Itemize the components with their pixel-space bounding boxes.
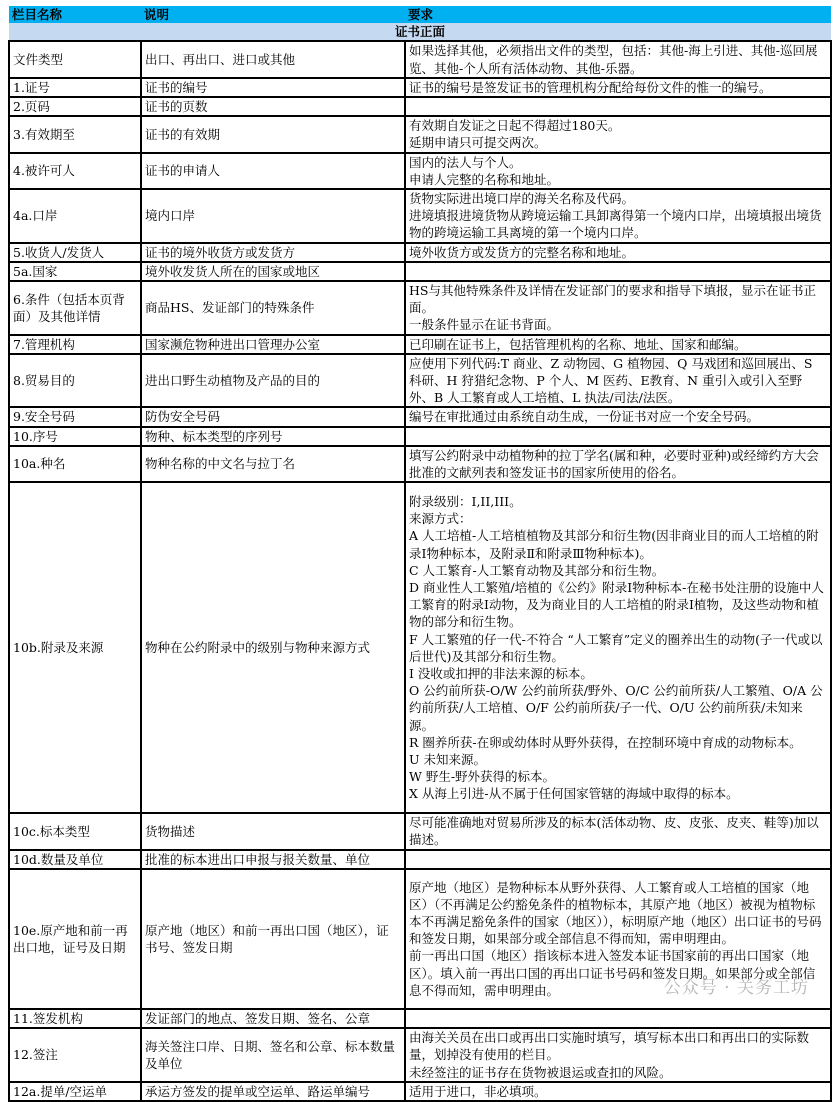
table-row [9,354,831,408]
table-row [9,427,831,446]
field-name-cell: 10c.标本类型 [9,813,141,849]
requirement-cell [405,850,831,869]
cites-certificate-field-table [8,6,832,1102]
requirement-cell: 尽可能准确地对贸易所涉及的标本(活体动物、皮、皮张、皮夹、鞋等)加以描述。 [405,813,831,849]
field-name-cell: 7.管理机构 [9,335,141,354]
table-row [9,116,831,152]
description-cell: 物种在公约附录中的级别与物种来源方式 [141,482,405,813]
field-name-cell: 12.签注 [9,1028,141,1082]
table-row [9,78,831,97]
requirement-cell [405,262,831,281]
description-cell: 证书的申请人 [141,153,405,189]
table-row [9,281,831,335]
description-cell: 境内口岸 [141,189,405,243]
requirement-cell: 由海关关员在出口或再出口实施时填写，填写标本出口和再出口的实际数量，划掉没有使用的栏目。 未经签注的证书存在货物被退运或查扣的风险。 [405,1028,831,1082]
field-name-cell: 8.贸易目的 [9,354,141,408]
field-name-cell: 10d.数量及单位 [9,850,141,869]
field-name-cell: 文件类型 [9,41,141,77]
description-cell: 证书的境外收货方或发货方 [141,243,405,262]
description-cell: 商品HS、发证部门的特殊条件 [141,281,405,335]
requirement-cell: 应使用下列代码:T 商业、Z 动物园、G 植物园、Q 马戏团和巡回展出、S 科研、H 狩猎纪念物、P 个人、M 医药、E教育、N 重引入或引入至野外、B 人工繁育或人工培植、L 执法/司法/法医。 [405,354,831,408]
description-cell: 证书的页数 [141,97,405,116]
requirement-cell: 货物实际进出境口岸的海关名称及代码。 进境填报进境货物从跨境运输工具卸离得第一个境内口岸，出境填报出境货物的跨境运输工具离境的第一个境内口岸。 [405,189,831,243]
field-name-cell: 5a.国家 [9,262,141,281]
section-row [9,23,831,41]
description-cell: 承运方签发的提单或空运单、路运单编号 [141,1082,405,1101]
requirement-cell: 证书的编号是签发证书的管理机构分配给每份文件的惟一的编号。 [405,78,831,97]
field-name-cell: 6.条件（包括本页背面）及其他详情 [9,281,141,335]
table-row [9,153,831,189]
requirement-cell: 已印刷在证书上，包括管理机构的名称、地址、国家和邮编。 [405,335,831,354]
table-row [9,243,831,262]
section-title: 证书正面 [9,23,831,41]
description-cell: 进出口野生动植物及产品的目的 [141,354,405,408]
requirement-cell: 编号在审批通过由系统自动生成，一份证书对应一个安全号码。 [405,407,831,426]
description-cell: 物种名称的中文名与拉丁名 [141,446,405,482]
description-cell: 证书的编号 [141,78,405,97]
description-cell: 出口、再出口、进口或其他 [141,41,405,77]
field-name-cell: 10b.附录及来源 [9,482,141,813]
field-name-cell: 3.有效期至 [9,116,141,152]
description-cell: 批准的标本进出口申报与报关数量、单位 [141,850,405,869]
header-description: 说明 [141,6,405,23]
requirement-cell: 境外收货方或发货方的完整名称和地址。 [405,243,831,262]
description-cell: 境外收发货人所在的国家或地区 [141,262,405,281]
field-name-cell: 1.证号 [9,78,141,97]
table-row [9,262,831,281]
table-row [9,41,831,77]
header-requirement: 要求 [405,6,831,23]
watermark: 公众号 · 关务工坊 [663,978,809,998]
table-row [9,446,831,482]
requirement-cell: HS与其他特殊条件及详情在发证部门的要求和指导下填报，显示在证书正面。 一般条件显示在证书背面。 [405,281,831,335]
table-row [9,1082,831,1101]
requirement-cell: 有效期自发证之日起不得超过180天。 延期申请只可提交两次。 [405,116,831,152]
table-row [9,813,831,849]
requirement-cell: 如果选择其他，必须指出文件的类型，包括：其他-海上引进、其他-巡回展览、其他-个人所有活体动物、其他-乐器。 [405,41,831,77]
requirement-cell [405,1009,831,1028]
table-row [9,1028,831,1082]
requirement-cell: 适用于进口，非必填项。 [405,1082,831,1101]
field-name-cell: 10a.种名 [9,446,141,482]
table-header-row [9,6,831,23]
field-name-cell: 4.被许可人 [9,153,141,189]
field-name-cell: 4a.口岸 [9,189,141,243]
field-name-cell: 11.签发机构 [9,1009,141,1028]
header-field-name: 栏目名称 [9,6,141,23]
description-cell: 货物描述 [141,813,405,849]
requirement-cell [405,97,831,116]
requirement-cell: 附录级别：I,II,III。 来源方式： A 人工培植-人工培植植物及其部分和衍生物(因非商业目的而人工培植的附录Ⅰ物种标本，及附录Ⅱ和附录Ⅲ物种标本)。 C 人工繁育-人工繁育动物及其部分和衍生物。 D 商业性人工繁殖/培植的《公约》附录I物种标本-在秘书处注册的设施中人工繁育的附录Ⅰ动物，及为商业目的人工培植的附录Ⅰ植物，及这些动物和植物的部分和衍生物。 F 人工繁殖的仔一代-不符合 “人工繁育”定义的圈养出生的动物(子一代或以后世代)及其部分和衍生物。 I 没收或扣押的非法来源的标本。 O 公约前所获-O/W 公约前所获/野外、O/C 公约前所获/人工繁殖、O/A 公约前所获/人工培植、O/F 公约前所获/子一代、O/U 公约前所获/未知来源。 R 圈养所获-在卵或幼体时从野外获得，在控制环境中育成的动物标本。 U 未知来源。 W 野生-野外获得的标本。 X 从海上引进-从不属于任何国家管辖的海域中取得的标本。 [405,482,831,813]
table-row [9,407,831,426]
field-name-cell: 10.序号 [9,427,141,446]
field-name-cell: 5.收货人/发货人 [9,243,141,262]
field-name-cell: 12a.提单/空运单 [9,1082,141,1101]
table-row [9,482,831,813]
field-name-cell: 9.安全号码 [9,407,141,426]
description-cell: 海关签注口岸、日期、签名和公章、标本数量及单位 [141,1028,405,1082]
description-cell: 发证部门的地点、签发日期、签名、公章 [141,1009,405,1028]
table-row [9,335,831,354]
requirement-cell: 填写公约附录中动植物种的拉丁学名(属和种，必要时亚种)或经缔约方大会批准的文献列表和签发证书的国家所使用的俗名。 [405,446,831,482]
description-cell: 原产地（地区）和前一再出口国（地区），证书号、签发日期 [141,869,405,1009]
description-cell: 国家濒危物种进出口管理办公室 [141,335,405,354]
table-row [9,97,831,116]
requirement-cell: 国内的法人与个人。 申请人完整的名称和地址。 [405,153,831,189]
table-row [9,1009,831,1028]
description-cell: 防伪安全号码 [141,407,405,426]
table-row [9,850,831,869]
table-row [9,189,831,243]
description-cell: 证书的有效期 [141,116,405,152]
requirement-cell: 原产地（地区）是物种标本从野外获得、人工繁育或人工培植的国家（地区）（不再满足公约豁免条件的植物标本，其原产地（地区）被视为植物标本不再满足豁免条件的国家（地区）），标明原产地（地区）出口证书的号码和签发日期，如果部分或全部信息不得而知，需申明理由。 前一再出口国（地区）指该标本进入签发本证书国家前的再出口国家（地区）。填入前一再出口国的再出口证书号码和签发日期。如果部分或全部信息不得而知，需申明理由。 [405,869,831,1009]
requirement-cell [405,427,831,446]
field-name-cell: 10e.原产地和前一再出口地，证号及日期 [9,869,141,1009]
description-cell: 物种、标本类型的序列号 [141,427,405,446]
field-name-cell: 2.页码 [9,97,141,116]
